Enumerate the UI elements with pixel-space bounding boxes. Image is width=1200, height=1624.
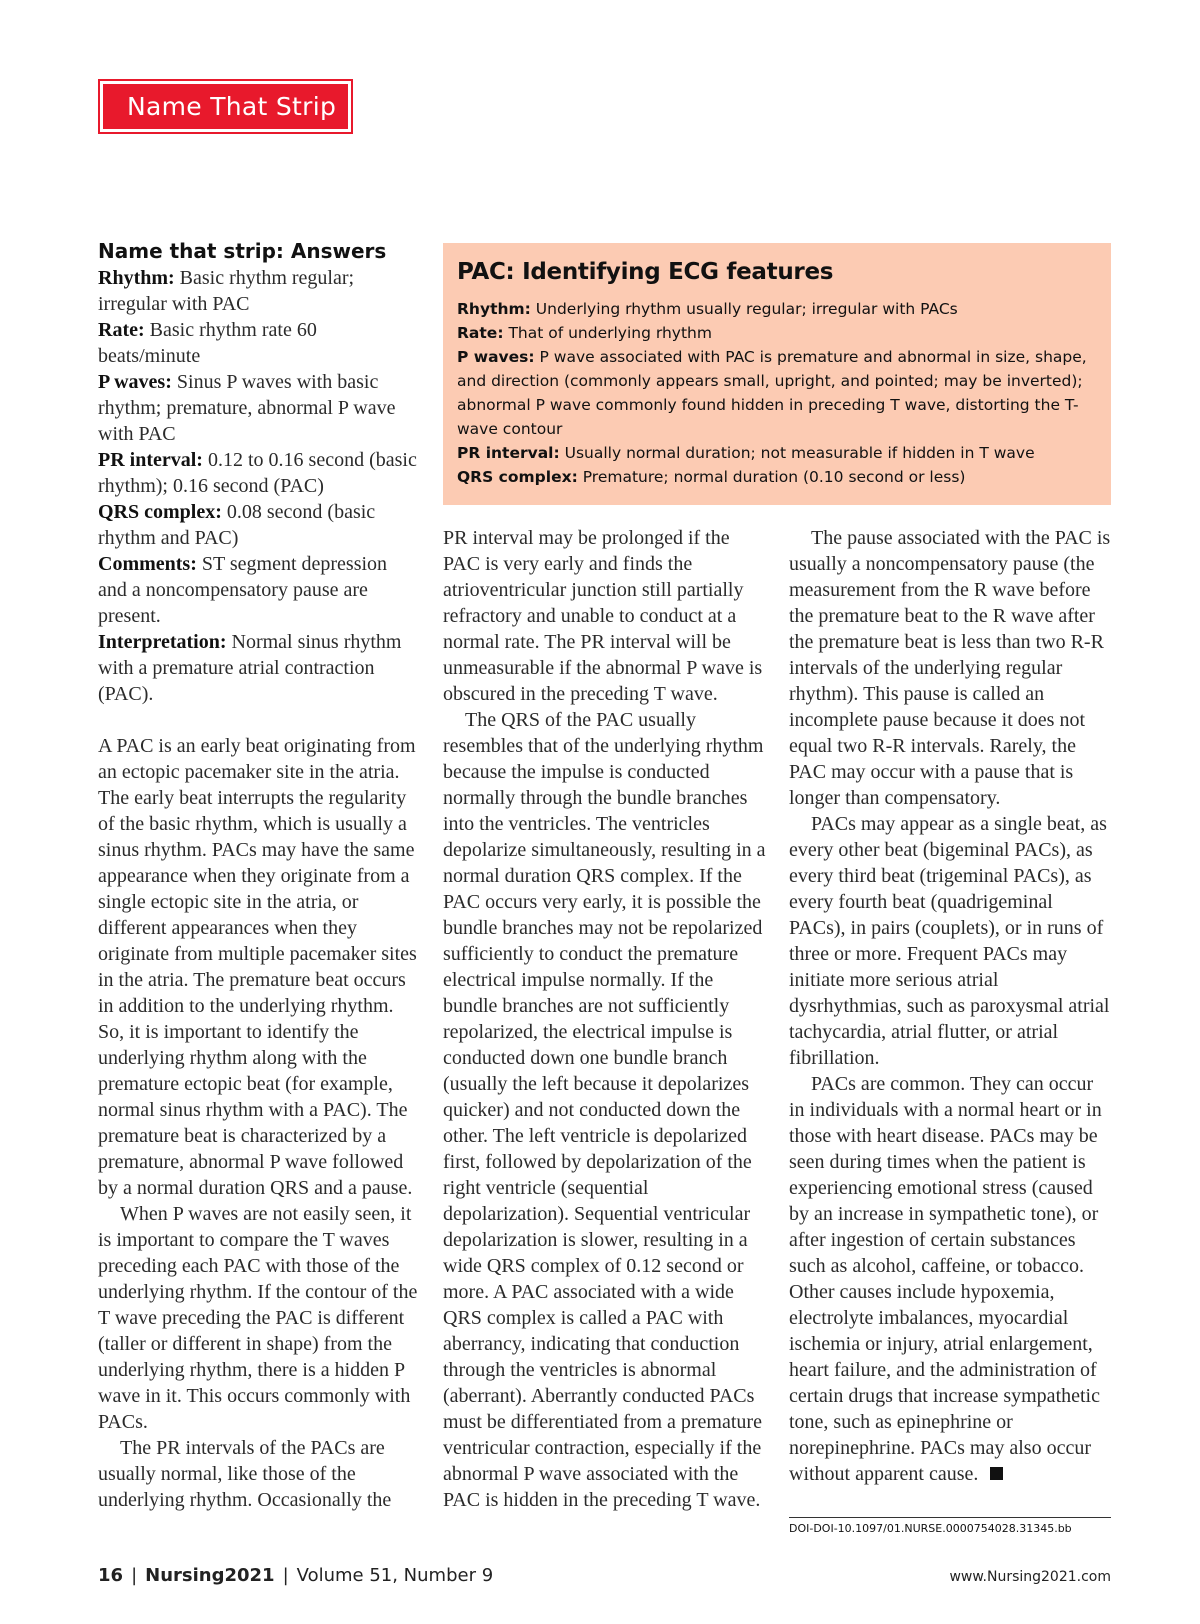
body-paragraph: PR interval may be prolonged if the PAC is very early and finds the atrioventricular junction still partially refractory and unable to conduct at a normal rate. The PR interval will be unmeasurable if the abnormal P wave is obscured in the preceding T wave. [443, 527, 763, 705]
body-paragraph: A PAC is an early beat originating from an ectopic pacemaker site in the atria. The early beat interrupts the regularity of the basic rhythm, which is usually a sinus rhythm. PACs may have the same appearance when they originate from a single ectopic site in the atria, or different appearances when they originate from multiple pacemaker sites in the atria. The premature beat occurs in addition to the underlying rhythm. So, it is important to identify the underlying rhythm along with the premature ectopic beat (for example, normal sinus rhythm with a PAC). The premature beat is characterized by a premature, abnormal P wave followed by a normal duration QRS and a pause. [98, 735, 417, 1199]
answer-qrs-complex: QRS complex: 0.08 second (basic rhythm and PAC) [98, 501, 376, 549]
page-footer [98, 1563, 1111, 1589]
section-tab-label: Name That Strip [103, 84, 348, 129]
footer-separator: | [131, 1565, 138, 1586]
answer-p-waves: P waves: Sinus P waves with basic rhythm; premature, abnormal P wave with PAC [98, 371, 396, 445]
answer-pr-interval: PR interval: 0.12 to 0.16 second (basic rhythm); 0.16 second (PAC) [98, 449, 417, 497]
volume-info: Volume 51, Number 9 [296, 1565, 494, 1586]
feature-p-waves: P waves: P wave associated with PAC is premature and abnormal in size, shape, and direction (commonly appears small, upright, and pointed; may be inverted); abnormal P wave commonly found hidden in preceding T wave, distorting the T-wave contour [457, 348, 1087, 438]
body-column-right [789, 525, 1111, 1487]
ecg-features-box [443, 243, 1111, 505]
answer-interpretation: Interpretation: Normal sinus rhythm with a premature atrial contraction (PAC). [98, 631, 402, 705]
ecg-features-title: PAC: Identifying ECG features [457, 259, 834, 285]
website-link[interactable]: www.Nursing2021.com [949, 1569, 1111, 1585]
journal-name: Nursing2021 [145, 1565, 275, 1586]
doi-divider [789, 1517, 1111, 1518]
answers-heading: Name that strip: Answers [98, 239, 387, 263]
answer-rate: Rate: Basic rhythm rate 60 beats/minute [98, 319, 317, 367]
page-number: 16 [98, 1565, 124, 1586]
footer-left [98, 1563, 493, 1589]
body-paragraph: The PR intervals of the PACs are usually normal, like those of the underlying rhythm. Occasionally the [98, 1437, 392, 1511]
body-paragraph: PACs are common. They can occur in individuals with a normal heart or in those with heart disease. PACs may be seen during times when the patient is experiencing emotional stress (caused by an increase in sympathetic tone), or after ingestion of certain substances such as alcohol, caffeine, or tobacco. Other causes include hypoxemia, electrolyte imbalances, myocardial ischemia or injury, atrial enlargement, heart failure, and the administration of certain drugs that increase sympathetic tone, such as epinephrine or norepinephrine. PACs may also occur without apparent cause. [789, 1073, 1102, 1485]
answer-rhythm: Rhythm: Basic rhythm regular; irregular with PAC [98, 267, 355, 315]
feature-rate: Rate: That of underlying rhythm [457, 324, 712, 342]
end-of-article-icon [990, 1467, 1003, 1480]
doi-text: DOI-DOI-10.1097/01.NURSE.0000754028.31345.bb [789, 1522, 1072, 1535]
answers-column [98, 237, 420, 1513]
body-column-middle [443, 525, 768, 1513]
feature-pr-interval: PR interval: Usually normal duration; not measurable if hidden in T wave [457, 444, 1035, 462]
answer-comments: Comments: ST segment depression and a noncompensatory pause are present. [98, 553, 388, 627]
body-paragraph: When P waves are not easily seen, it is important to compare the T waves preceding each PAC with those of the underlying rhythm. If the contour of the T wave preceding the PAC is different (taller or different in shape) from the underlying rhythm, there is a hidden P wave in it. This occurs commonly with PACs. [98, 1203, 418, 1433]
section-tab [98, 79, 353, 134]
feature-rhythm: Rhythm: Underlying rhythm usually regular; irregular with PACs [457, 300, 958, 318]
body-paragraph: The QRS of the PAC usually resembles that of the underlying rhythm because the impulse is conducted normally through the bundle branches into the ventricles. The ventricles depolarize simultaneously, resulting in a normal duration QRS complex. If the PAC occurs very early, it is possible the bundle branches may not be repolarized sufficiently to conduct the premature electrical impulse normally. If the bundle branches are not sufficiently repolarized, the electrical impulse is conducted down one bundle branch (usually the left because it depolarizes quicker) and not conducted down the other. The left ventricle is depolarized first, followed by depolarization of the right ventricle (sequential depolarization). Sequential ventricular depolarization is slower, resulting in a wide QRS complex of 0.12 second or more. A PAC associated with a wide QRS complex is called a PAC with aberrancy, indicating that conduction through the ventricles is abnormal (aberrant). Aberrantly conducted PACs must be differentiated from a premature ventricular contraction, especially if the abnormal P wave associated with the PAC is hidden in the preceding T wave. [443, 709, 766, 1511]
body-paragraph: PACs may appear as a single beat, as every other beat (bigeminal PACs), as every third beat (trigeminal PACs), as every fourth beat (quadrigeminal PACs), in pairs (couplets), or in runs of three or more. Frequent PACs may initiate more serious atrial dysrhythmias, such as paroxysmal atrial tachycardia, atrial flutter, or atrial fibrillation. [789, 813, 1110, 1069]
body-paragraph: The pause associated with the PAC is usually a noncompensatory pause (the measurement from the R wave before the premature beat to the R wave after the premature beat is less than two R-R intervals of the underlying regular rhythm). This pause is called an incomplete pause because it does not equal two R-R intervals. Rarely, the PAC may occur with a pause that is longer than compensatory. [789, 527, 1111, 809]
footer-separator: | [282, 1565, 289, 1586]
feature-qrs-complex: QRS complex: Premature; normal duration (0.10 second or less) [457, 468, 966, 486]
